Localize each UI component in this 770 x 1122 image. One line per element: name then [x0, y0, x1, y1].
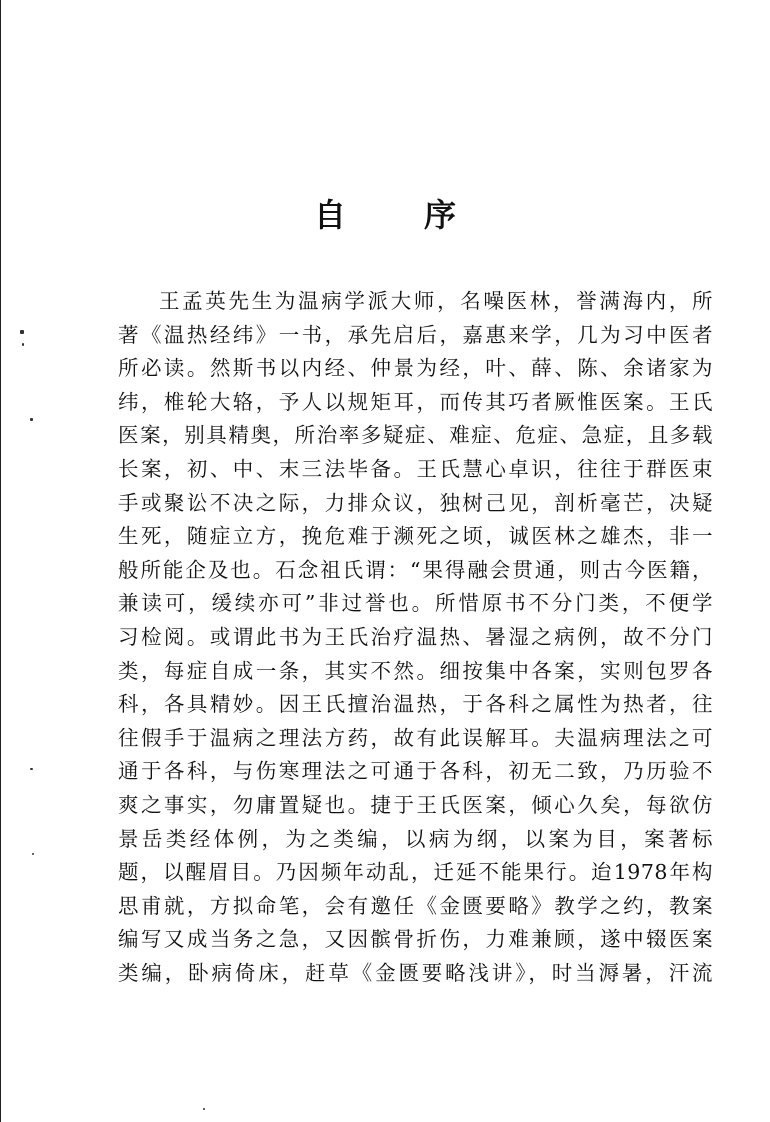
text-line: 般所能企及也。石念祖氏谓：“果得融会贯通，则古今医籍， [118, 557, 713, 582]
scan-speck [30, 418, 33, 421]
page-title-char-2: 序 [424, 196, 457, 234]
text-line: 类，每症自成一条，其实不然。细按集中各案，实则包罗各 [118, 658, 713, 683]
text-line: 王孟英先生为温病学派大师，名噪医林，誉满海内，所 [159, 289, 713, 313]
page-title-char-1: 自 [313, 196, 346, 234]
text-line: 科，各具精妙。因王氏擅治温热，于各科之属性为热者，往 [118, 692, 713, 717]
page-title [0, 190, 770, 236]
text-line: 医案，别具精奥，所治率多疑症、难症、危症、急症，且多载 [118, 423, 713, 448]
text-line: 思甫就，方拟命笔，会有邀任《金匮要略》教学之约，教案 [118, 893, 713, 918]
text-line: 景岳类经体例，为之类编，以病为纲，以案为目，案著标 [118, 826, 713, 851]
body-text [118, 285, 713, 990]
scan-speck [30, 768, 33, 770]
text-line: 纬，椎轮大辂，予人以规矩耳，而传其巧者厥惟医案。王氏 [118, 389, 713, 414]
scan-speck [32, 853, 34, 855]
text-line: 爽之事实，勿庸置疑也。捷于王氏医案，倾心久矣，每欲仿 [118, 792, 713, 817]
text-line: 手或聚讼不决之际，力排众议，独树己见，剖析毫芒，决疑 [118, 490, 713, 515]
text-line: 习检阅。或谓此书为王氏治疗温热、暑湿之病例，故不分门 [118, 624, 713, 649]
text-line: 通于各科，与伤寒理法之可通于各科，初无二致，乃历验不 [118, 759, 713, 784]
text-line: 往假手于温病之理法方药，故有此误解耳。夫温病理法之可 [118, 725, 713, 750]
text-line: 所必读。然斯书以内经、仲景为经，叶、薛、陈、余诸家为 [118, 356, 713, 381]
text-line: 兼读可，缓续亦可”非过誉也。所惜原书不分门类，不便学 [118, 591, 713, 616]
text-line: 长案，初、中、末三法毕备。王氏慧心卓识，往往于群医束 [118, 456, 713, 481]
page-left-edge [0, 0, 1, 1122]
text-line: 类编，卧病倚床，赶草《金匮要略浅讲》，时当溽暑，汗流 [118, 960, 713, 985]
text-line: 著《温热经纬》一书，承先启后，嘉惠来学，几为习中医者 [118, 322, 713, 347]
text-line: 编写又成当务之急，又因髌骨折伤，力难兼顾，遂中辍医案 [118, 927, 713, 952]
text-line: 生死，随症立方，挽危难于濒死之顷，诚医林之雄杰，非一 [118, 524, 713, 549]
scan-speck [22, 343, 24, 346]
scan-speck [20, 330, 24, 334]
scan-speck [203, 1108, 205, 1110]
text-line: 题，以醒眉目。乃因频年动乱，迁延不能果行。迨1978年构 [118, 860, 713, 885]
